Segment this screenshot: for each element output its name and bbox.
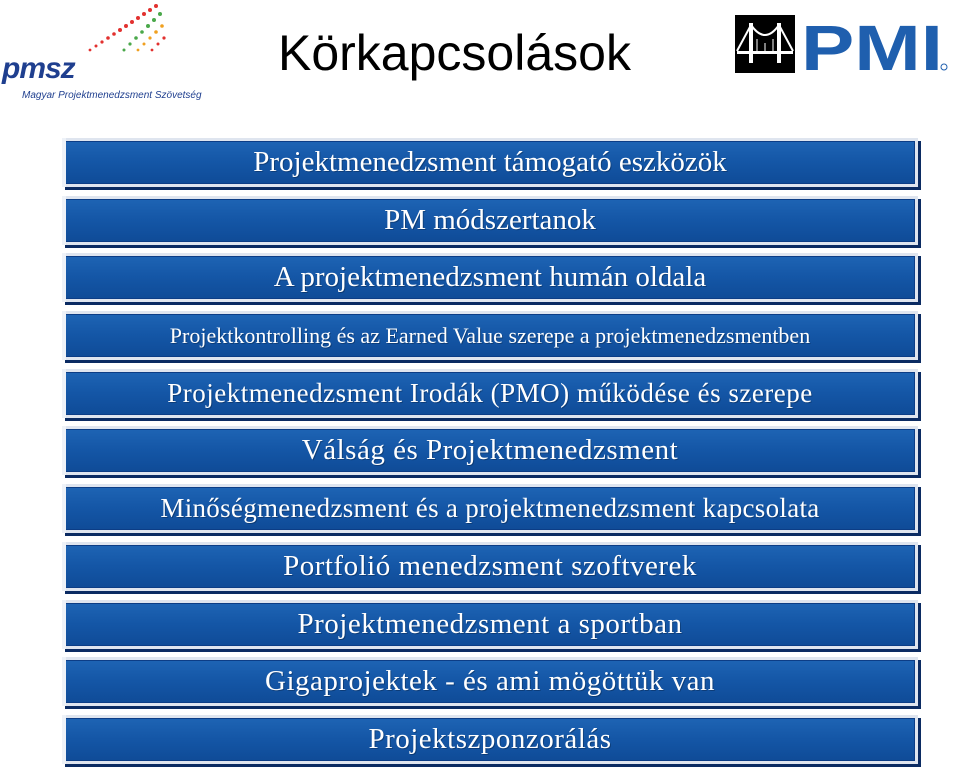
pmsz-logo-subtitle: Magyar Projektmenedzsment Szövetség [22, 90, 202, 101]
topic-bar [62, 600, 918, 649]
topic-bar [62, 253, 918, 302]
topic-bar [62, 369, 918, 418]
pmsz-logo-text: pmsz [2, 52, 75, 85]
page-title: Körkapcsolások [278, 25, 631, 81]
topic-label: Projektmenedzsment Irodák (PMO) működése és szerepe [167, 377, 813, 408]
pmi-logo [735, 15, 950, 75]
topic-label: A projektmenedzsment humán oldala [273, 261, 707, 294]
topic-label: Projektmenedzsment a sportban [297, 607, 683, 640]
topic-bar [62, 715, 918, 764]
topic-bar [62, 657, 918, 706]
topic-bar [62, 542, 918, 591]
topic-bar [62, 311, 918, 360]
topic-bar [62, 138, 918, 187]
topic-bar [62, 196, 918, 245]
topic-label: Projektszponzorálás [368, 722, 612, 755]
topic-bar [62, 426, 918, 475]
topic-label: PM módszertanok [384, 203, 596, 236]
topic-label: Válság és Projektmenedzsment [301, 434, 679, 467]
topic-bar [62, 484, 918, 533]
topic-label: Gigaprojektek - és ami mögöttük van [265, 665, 715, 698]
pmsz-dots-icon [60, 0, 170, 70]
topic-label: Projektkontrolling és az Earned Value szerepe a projektmenedzsmentben [169, 322, 811, 348]
topic-label: Portfolió menedzsment szoftverek [283, 549, 697, 582]
topic-label: Minőségmenedzsment és a projektmenedzsment kapcsolata [160, 493, 820, 524]
pmi-logo-text: PMI [801, 15, 943, 75]
topic-label: Projektmenedzsment támogató eszközök [253, 146, 727, 178]
topic-list [62, 138, 918, 773]
pmi-bridge-icon [735, 15, 950, 75]
pmsz-logo [0, 0, 205, 108]
